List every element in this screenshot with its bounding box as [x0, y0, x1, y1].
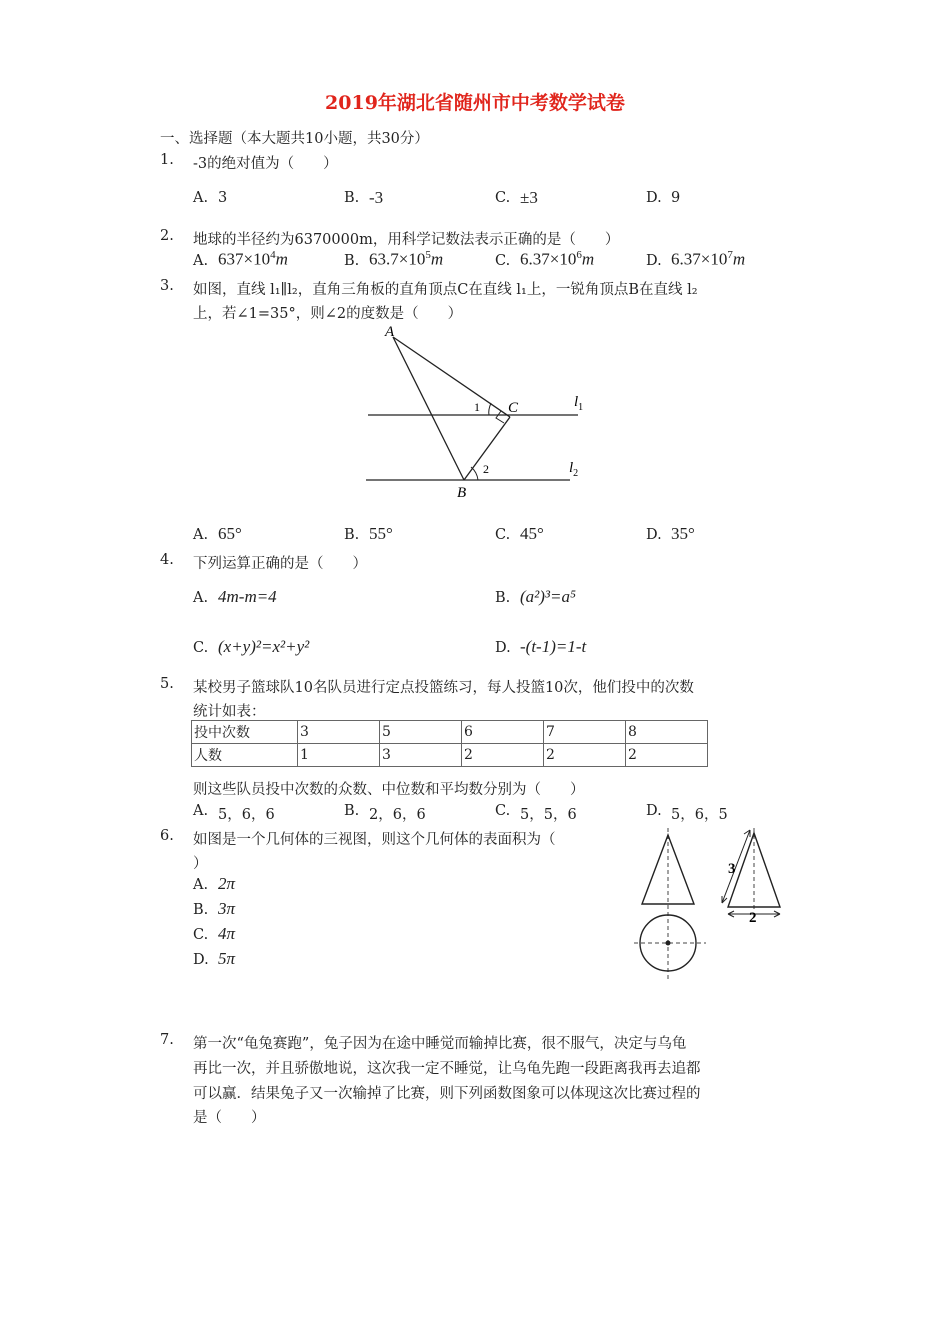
q6-stem-line2: ） [193, 856, 208, 872]
q1-option-b: -3 [369, 188, 384, 207]
q6-option-d-label: D. [193, 952, 209, 968]
q4-option-c-label: C. [193, 640, 209, 656]
q6-stem-line1: 如图是一个几何体的三视图，则这个几何体的表面积为（ [193, 832, 556, 848]
q5-option-a-label: A. [193, 803, 209, 819]
q5-option-b-label: B. [344, 803, 360, 819]
l2-label: $l_2$ [569, 460, 579, 479]
q5-option-d: 5，6，5 [671, 807, 728, 823]
q2-stem: 地球的半径约为6370000m，用科学记数法表示正确的是（ ） [193, 232, 620, 248]
q6-three-view-figure [630, 820, 810, 985]
side-ac [393, 337, 510, 417]
q3-option-d-label: D. [646, 527, 662, 543]
vertex-b-label: B [457, 485, 467, 501]
q1-option-c: ±3 [520, 188, 538, 207]
table-cell: 1 [298, 744, 380, 767]
table-cell: 2 [544, 744, 626, 767]
q5-option-b: 2，6，6 [369, 807, 426, 823]
q3-option-a-label: A. [193, 527, 209, 543]
side-ab [393, 337, 464, 480]
angle-1-arc [489, 403, 491, 415]
q5-stem-line2: 统计如表： [193, 704, 266, 720]
q1-option-b-label: B. [344, 190, 360, 206]
q1-option-a: 3 [218, 190, 228, 206]
table-cell: 2 [462, 744, 544, 767]
q6-number: 6. [160, 828, 174, 844]
table-cell: 2 [626, 744, 708, 767]
table-cell: 3 [298, 721, 380, 744]
q5-option-a: 5，6，6 [218, 807, 275, 823]
q3-option-c: 45° [520, 524, 544, 543]
table-cell: 投中次数 [192, 721, 298, 744]
table-cell: 6 [462, 721, 544, 744]
table-cell: 8 [626, 721, 708, 744]
q4-option-a: 4m-m=4 [218, 587, 277, 606]
q5-number: 5. [160, 676, 174, 692]
q2-option-c-label: C. [495, 253, 511, 269]
q3-option-a: 65° [218, 524, 242, 543]
table-row [192, 721, 708, 744]
top-view-center-dot [666, 941, 671, 946]
q2-option-d: $6.37\times 10^7m$ [671, 249, 746, 269]
q3-parallel-lines-figure [360, 322, 600, 502]
table-cell: 3 [380, 744, 462, 767]
q2-option-a-label: A. [193, 253, 209, 269]
q3-option-b-label: B. [344, 527, 360, 543]
q3-option-d: 35° [671, 524, 695, 543]
slant-length-label: 3 [728, 861, 736, 877]
table-cell: 5 [380, 721, 462, 744]
q6-option-b-label: B. [193, 902, 209, 918]
q6-option-c-label: C. [193, 927, 209, 943]
q7-stem-line1: 第一次“龟兔赛跑”，兔子因为在途中睡觉而输掉比赛，很不服气，决定与乌龟 [193, 1036, 687, 1052]
vertex-a-label: A [385, 324, 395, 340]
q2-option-b: $63.7\times 10^5m$ [369, 249, 444, 269]
table-cell: 人数 [192, 744, 298, 767]
table-row [192, 744, 708, 767]
q4-option-d-label: D. [495, 640, 511, 656]
q4-stem: 下列运算正确的是（ ） [193, 556, 367, 572]
q1-option-c-label: C. [495, 190, 511, 206]
q6-option-a: 2π [218, 874, 236, 893]
q3-number: 3. [160, 278, 174, 294]
q6-option-c: 4π [218, 924, 236, 943]
q4-option-c: (x+y)²=x²+y² [218, 637, 310, 656]
q2-option-a: $637\times 10^4m$ [218, 249, 288, 269]
q3-stem-line1: 如图，直线 l₁∥l₂，直角三角板的直角顶点C在直线 l₁上，一锐角顶点B在直线 l₂ [193, 282, 698, 298]
q5-stats-table [191, 720, 708, 767]
q5-stem-line3: 则这些队员投中次数的众数、中位数和平均数分别为（ ） [193, 782, 585, 798]
q3-option-c-label: C. [495, 527, 511, 543]
q1-stem: -3的绝对值为（ ） [193, 156, 338, 172]
q7-stem-line3: 可以赢．结果兔子又一次输掉了比赛，则下列函数图象可以体现这次比赛过程的 [193, 1086, 701, 1102]
q7-stem-line4: 是（ ） [193, 1110, 266, 1126]
base-length-label: 2 [749, 910, 757, 926]
q4-number: 4. [160, 552, 174, 568]
q4-option-b: (a²)³=a⁵ [520, 587, 576, 606]
section-heading: 一、选择题（本大题共10小题，共30分） [160, 131, 429, 147]
page-title: 2019年湖北省随州市中考数学试卷 [325, 92, 625, 114]
q1-option-a-label: A. [193, 190, 209, 206]
q1-option-d-label: D. [646, 190, 662, 206]
q3-stem-line2: 上，若∠1=35°，则∠2的度数是（ ） [193, 306, 463, 322]
q2-option-d-label: D. [646, 253, 662, 269]
q1-number: 1. [160, 152, 174, 168]
q4-option-b-label: B. [495, 590, 511, 606]
vertex-c-label: C [508, 400, 519, 416]
q2-option-b-label: B. [344, 253, 360, 269]
q7-stem-line2: 再比一次，并且骄傲地说，这次我一定不睡觉，让乌龟先跑一段距离我再去追都 [193, 1061, 701, 1077]
q6-option-b: 3π [218, 899, 236, 918]
l1-label: $l_1$ [574, 394, 584, 413]
q4-option-a-label: A. [193, 590, 209, 606]
q5-stem-line1: 某校男子篮球队10名队员进行定点投篮练习，每人投篮10次，他们投中的次数 [193, 680, 694, 696]
q5-option-c: 5，5，6 [520, 807, 577, 823]
q1-option-d: 9 [671, 190, 681, 206]
angle-1-label: 1 [474, 400, 480, 414]
q2-option-c: $6.37\times 10^6m$ [520, 249, 595, 269]
q5-option-d-label: D. [646, 803, 662, 819]
q4-option-d: -(t-1)=1-t [520, 637, 587, 656]
table-cell: 7 [544, 721, 626, 744]
q2-number: 2. [160, 228, 174, 244]
q7-number: 7. [160, 1032, 174, 1048]
q6-option-d: 5π [218, 949, 236, 968]
q3-option-b: 55° [369, 524, 393, 543]
slant-dimension-line [722, 830, 750, 903]
q6-option-a-label: A. [193, 877, 209, 893]
angle-2-label: 2 [483, 462, 489, 476]
q5-option-c-label: C. [495, 803, 511, 819]
